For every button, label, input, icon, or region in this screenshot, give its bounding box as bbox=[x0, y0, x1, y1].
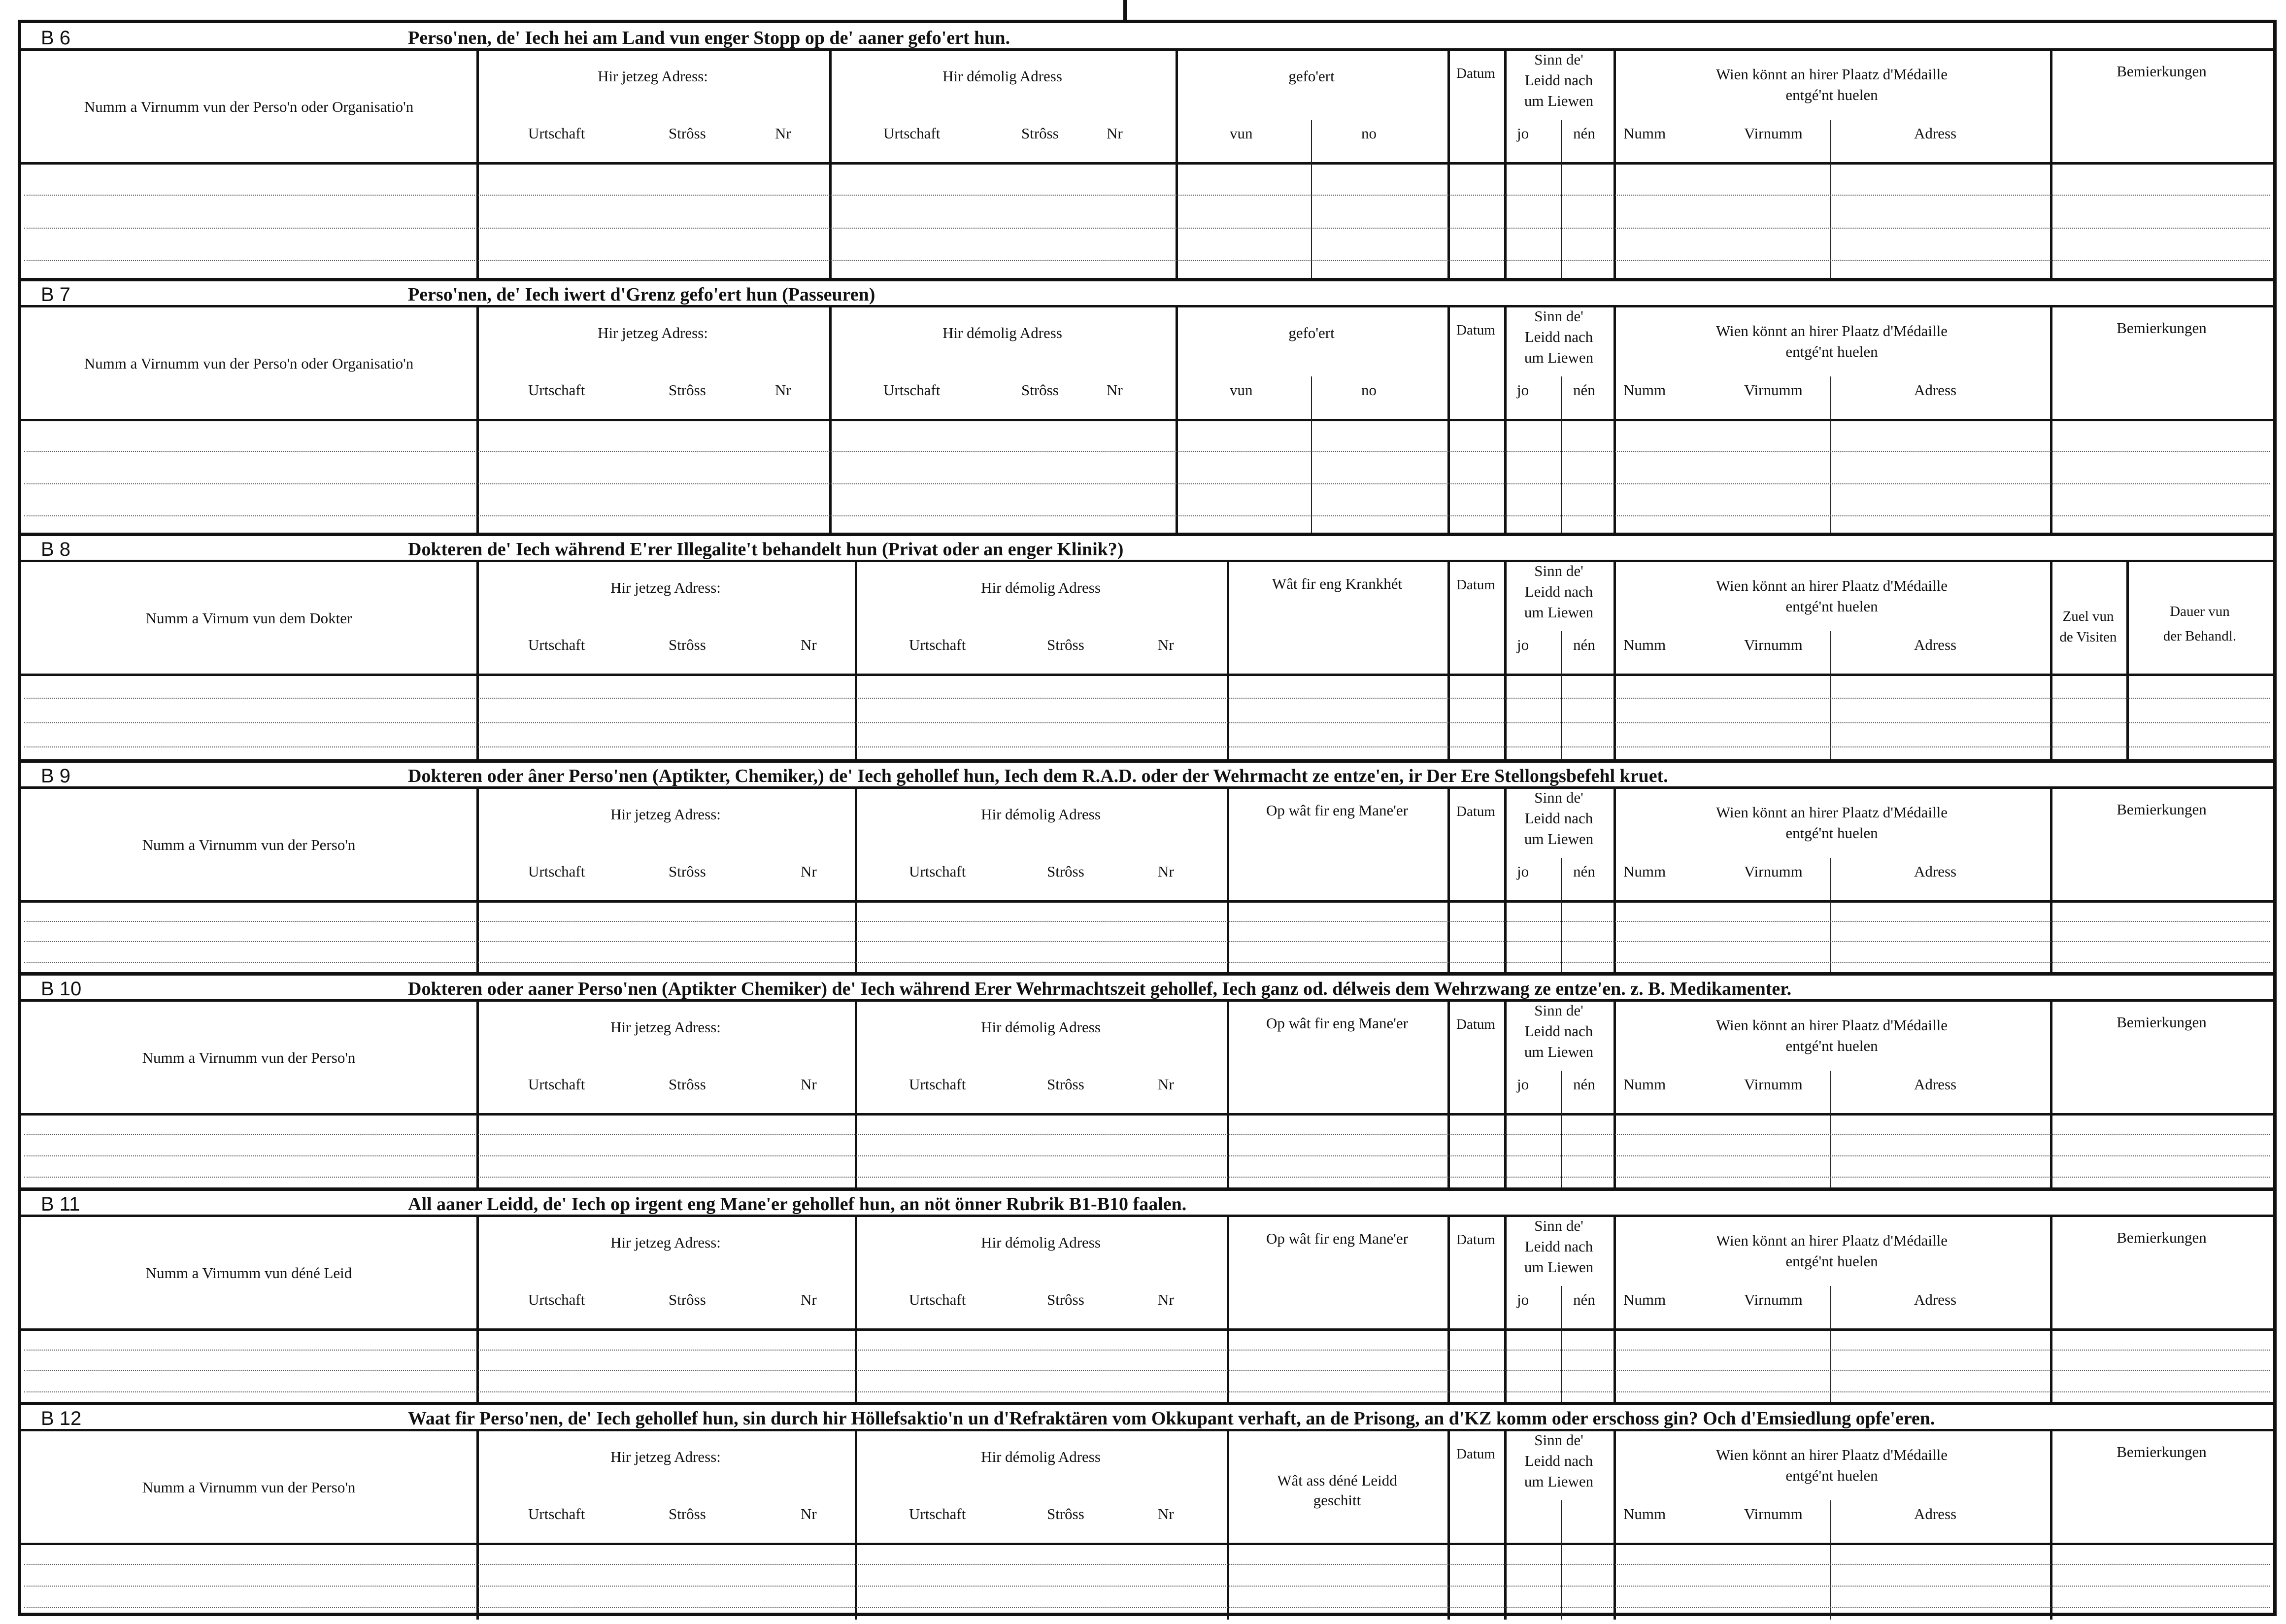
datum-header: Datum bbox=[1456, 66, 1495, 81]
urtschaft-label: Urtschaft bbox=[909, 863, 966, 880]
datum-header: Datum bbox=[1456, 577, 1495, 593]
header-bottom-rule bbox=[21, 419, 2273, 421]
virnumm-label: Virnumm bbox=[1744, 636, 1803, 653]
section-separator bbox=[21, 972, 2273, 976]
nr-label: Nr bbox=[801, 1076, 817, 1093]
sinn-header-3: um Liewen bbox=[1524, 1473, 1594, 1490]
addr-then-header: Hir démolig Adress bbox=[981, 579, 1101, 596]
nr-label: Nr bbox=[1158, 863, 1174, 880]
urtschaft-label: Urtschaft bbox=[883, 125, 941, 142]
numm-label: Numm bbox=[1623, 863, 1666, 880]
nen-label: nén bbox=[1573, 1076, 1595, 1093]
column-rule bbox=[2050, 307, 2052, 535]
no-label: no bbox=[1361, 381, 1377, 399]
urtschaft-label: Urtschaft bbox=[528, 1505, 585, 1522]
datum-header: Datum bbox=[1456, 1446, 1495, 1462]
bemierkungen-header: Bemierkungen bbox=[2117, 1014, 2207, 1031]
urtschaft-label: Urtschaft bbox=[528, 125, 585, 142]
bemierkungen-header: Bemierkungen bbox=[2117, 63, 2207, 80]
section-b11 bbox=[21, 1189, 2273, 1404]
section-title: Dokteren oder aaner Perso'nen (Aptikter Chemiker) de' Iech während Erer Wehrmachtszeit gehollef, Iech ganz od. délweis dem Wehrzwang ze entze'en. z. B. Medikamenter. bbox=[408, 979, 1792, 999]
nen-label: nén bbox=[1573, 125, 1595, 142]
medal-split bbox=[1830, 1071, 1831, 1189]
sinn-split bbox=[1561, 376, 1562, 535]
stross-label: Strôss bbox=[669, 636, 706, 653]
numm-label: Numm bbox=[1623, 636, 1666, 653]
header-bottom-rule bbox=[21, 1113, 2273, 1116]
dauer-header-1: Dauer vun bbox=[2170, 604, 2230, 619]
stross-label: Strôss bbox=[669, 1076, 706, 1093]
questionnaire-form bbox=[18, 20, 2277, 1616]
stross-label: Strôss bbox=[669, 1291, 706, 1308]
virnumm-label: Virnumm bbox=[1744, 863, 1803, 880]
nen-label: nén bbox=[1573, 636, 1595, 653]
entry-line[interactable] bbox=[24, 921, 2270, 922]
vun-label: vun bbox=[1230, 125, 1253, 142]
nr-label: Nr bbox=[1158, 1291, 1174, 1308]
nr-label: Nr bbox=[801, 1291, 817, 1308]
medal-split bbox=[1830, 376, 1831, 535]
entry-line[interactable] bbox=[24, 483, 2270, 484]
name-column-header: Numm a Virnumm vun der Perso'n bbox=[142, 836, 356, 853]
nr-label: Nr bbox=[775, 381, 791, 399]
urtschaft-label: Urtschaft bbox=[528, 1076, 585, 1093]
header-bottom-rule bbox=[21, 900, 2273, 903]
entry-line[interactable] bbox=[24, 228, 2270, 229]
section-code: B 11 bbox=[41, 1193, 80, 1215]
adress-label: Adress bbox=[1914, 381, 1957, 399]
section-b10 bbox=[21, 974, 2273, 1189]
section-title-bar bbox=[21, 23, 2273, 51]
bemierkungen-header: Bemierkungen bbox=[2117, 319, 2207, 337]
nr-label: Nr bbox=[1107, 381, 1123, 399]
bemierkungen-header: Bemierkungen bbox=[2117, 1229, 2207, 1246]
virnumm-label: Virnumm bbox=[1744, 1076, 1803, 1093]
sinn-header-1: Sinn de' bbox=[1534, 789, 1583, 806]
medal-split bbox=[1830, 631, 1831, 761]
nr-label: Nr bbox=[1158, 1076, 1174, 1093]
name-column-header: Numm a Virnum vun dem Dokter bbox=[145, 609, 352, 627]
entry-line[interactable] bbox=[24, 1155, 2270, 1156]
section-title: Dokteren de' Iech während E'rer Illegalite't behandelt hun (Privat oder an enger Klinik?) bbox=[408, 539, 1124, 560]
section-code: B 8 bbox=[41, 539, 71, 560]
column-rule bbox=[1447, 51, 1450, 280]
urtschaft-label: Urtschaft bbox=[528, 863, 585, 880]
sinn-header-3: um Liewen bbox=[1524, 1043, 1594, 1060]
numm-label: Numm bbox=[1623, 381, 1666, 399]
numm-label: Numm bbox=[1623, 1076, 1666, 1093]
section-separator bbox=[21, 533, 2273, 536]
sinn-header-2: Leidd nach bbox=[1524, 328, 1593, 345]
adress-label: Adress bbox=[1914, 863, 1957, 880]
sinn-split bbox=[1561, 1286, 1562, 1404]
jo-label: jo bbox=[1517, 1076, 1529, 1093]
dauer-header-2: der Behandl. bbox=[2163, 628, 2237, 644]
sinn-header-2: Leidd nach bbox=[1524, 1022, 1593, 1040]
sinn-split bbox=[1561, 858, 1562, 974]
column-rule bbox=[1447, 307, 1450, 535]
gefoert-split bbox=[1311, 120, 1312, 280]
sinn-split bbox=[1561, 1071, 1562, 1189]
nr-label: Nr bbox=[801, 1505, 817, 1522]
jo-label: jo bbox=[1517, 1291, 1529, 1308]
stross-label: Strôss bbox=[1047, 1076, 1084, 1093]
entry-line[interactable] bbox=[24, 962, 2270, 963]
section-title: Waat fir Perso'nen, de' Iech gehollef hun, sin durch hir Höllefsaktio'n un d'Refraktären vom Okkupant verhaft, an de Prisong, an d'KZ komm oder erschoss gin? Och d'Emsiedlung opfe'eren. bbox=[408, 1408, 1935, 1429]
urtschaft-label: Urtschaft bbox=[528, 381, 585, 399]
section-b6 bbox=[21, 23, 2273, 280]
name-column-header: Numm a Virnumm vun der Perso'n oder Organisatio'n bbox=[84, 355, 414, 372]
urtschaft-label: Urtschaft bbox=[909, 1505, 966, 1522]
header-bottom-rule bbox=[21, 1328, 2273, 1331]
header-bottom-rule bbox=[21, 1543, 2273, 1545]
leidd-header-2: geschitt bbox=[1313, 1491, 1361, 1509]
adress-label: Adress bbox=[1914, 1505, 1957, 1522]
zuel-header-2: de Visiten bbox=[2059, 629, 2117, 645]
section-separator bbox=[21, 759, 2273, 763]
bemierkungen-header: Bemierkungen bbox=[2117, 801, 2207, 818]
section-title: All aaner Leidd, de' Iech op irgent eng Mane'er gehollef hun, an nöt önner Rubrik B1-B10 faalen. bbox=[408, 1194, 1187, 1215]
nr-label: Nr bbox=[1107, 125, 1123, 142]
name-column-header: Numm a Virnumm vun der Perso'n oder Organisatio'n bbox=[84, 98, 414, 115]
nr-label: Nr bbox=[1158, 1505, 1174, 1522]
addr-then-header: Hir démolig Adress bbox=[981, 806, 1101, 823]
sinn-header-1: Sinn de' bbox=[1534, 1217, 1583, 1234]
addr-then-header: Hir démolig Adress bbox=[942, 324, 1062, 341]
medal-header-1: Wien könnt an hirer Plaatz d'Médaille bbox=[1715, 1016, 1948, 1034]
jo-label: jo bbox=[1517, 863, 1529, 880]
jo-label: jo bbox=[1517, 125, 1529, 142]
sinn-header-2: Leidd nach bbox=[1524, 71, 1593, 89]
sinn-header-1: Sinn de' bbox=[1534, 562, 1583, 579]
leidd-header: Wât ass déné Leidd bbox=[1277, 1472, 1397, 1489]
addr-now-header: Hir jetzeg Adress: bbox=[610, 1234, 721, 1251]
sinn-header-2: Leidd nach bbox=[1524, 1452, 1593, 1469]
nen-label: nén bbox=[1573, 863, 1595, 880]
sinn-header-3: um Liewen bbox=[1524, 349, 1594, 366]
nr-label: Nr bbox=[801, 863, 817, 880]
sinn-header-1: Sinn de' bbox=[1534, 51, 1583, 68]
entry-line[interactable] bbox=[24, 515, 2270, 516]
section-code: B 7 bbox=[41, 284, 71, 305]
adress-label: Adress bbox=[1914, 125, 1957, 142]
name-column-header: Numm a Virnumm vun der Perso'n bbox=[142, 1049, 356, 1066]
section-title-bar bbox=[21, 535, 2273, 562]
addr-now-header: Hir jetzeg Adress: bbox=[610, 579, 721, 596]
sinn-split bbox=[1561, 1500, 1562, 1620]
virnumm-label: Virnumm bbox=[1744, 1505, 1803, 1522]
column-rule bbox=[2050, 562, 2052, 761]
gefoert-split bbox=[1311, 376, 1312, 535]
urtschaft-label: Urtschaft bbox=[909, 1076, 966, 1093]
entry-line[interactable] bbox=[24, 722, 2270, 723]
medal-split bbox=[1830, 120, 1831, 280]
stross-label: Strôss bbox=[669, 1505, 706, 1522]
nen-label: nén bbox=[1573, 381, 1595, 399]
numm-label: Numm bbox=[1623, 1291, 1666, 1308]
section-title-bar bbox=[21, 280, 2273, 307]
entry-line[interactable] bbox=[24, 746, 2270, 747]
medal-header-2: entgé'nt huelen bbox=[1785, 1252, 1878, 1270]
addr-then-header: Hir démolig Adress bbox=[981, 1018, 1101, 1036]
datum-header: Datum bbox=[1456, 804, 1495, 819]
adress-label: Adress bbox=[1914, 1076, 1957, 1093]
medal-split bbox=[1830, 858, 1831, 974]
section-b12 bbox=[21, 1404, 2273, 1620]
medal-header-1: Wien könnt an hirer Plaatz d'Médaille bbox=[1715, 577, 1948, 594]
section-b9 bbox=[21, 761, 2273, 974]
addr-then-header: Hir démolig Adress bbox=[981, 1448, 1101, 1465]
manier-header: Op wât fir eng Mane'er bbox=[1266, 1015, 1408, 1032]
medal-header-2: entgé'nt huelen bbox=[1785, 1037, 1878, 1054]
sinn-header-3: um Liewen bbox=[1524, 830, 1594, 847]
urtschaft-label: Urtschaft bbox=[909, 636, 966, 653]
urtschaft-label: Urtschaft bbox=[909, 1291, 966, 1308]
section-title: Perso'nen, de' Iech iwert d'Grenz gefo'ert hun (Passeuren) bbox=[408, 284, 875, 305]
nr-label: Nr bbox=[1158, 636, 1174, 653]
numm-label: Numm bbox=[1623, 1505, 1666, 1522]
section-code: B 12 bbox=[41, 1408, 82, 1429]
addr-now-header: Hir jetzeg Adress: bbox=[598, 68, 708, 85]
jo-label: jo bbox=[1517, 636, 1529, 653]
medal-header-2: entgé'nt huelen bbox=[1785, 86, 1878, 103]
sinn-header-3: um Liewen bbox=[1524, 604, 1594, 621]
sinn-split bbox=[1561, 120, 1562, 280]
header-bottom-rule bbox=[21, 674, 2273, 676]
section-separator bbox=[21, 278, 2273, 281]
medal-header-2: entgé'nt huelen bbox=[1785, 1467, 1878, 1484]
section-code: B 6 bbox=[41, 27, 71, 49]
addr-then-header: Hir démolig Adress bbox=[981, 1234, 1101, 1251]
sinn-header-1: Sinn de' bbox=[1534, 1002, 1583, 1019]
medal-header-2: entgé'nt huelen bbox=[1785, 343, 1878, 360]
gefoert-header: gefo'ert bbox=[1288, 324, 1335, 341]
entry-line[interactable] bbox=[24, 1586, 2270, 1587]
section-separator bbox=[21, 1187, 2273, 1191]
entry-line[interactable] bbox=[24, 1564, 2270, 1565]
nr-label: Nr bbox=[801, 636, 817, 653]
stross-label: Strôss bbox=[669, 125, 706, 142]
stross-label: Strôss bbox=[1021, 381, 1059, 399]
krankhet-header: Wât fir eng Krankhét bbox=[1272, 575, 1403, 592]
nr-label: Nr bbox=[775, 125, 791, 142]
section-b8 bbox=[21, 535, 2273, 761]
medal-header-1: Wien könnt an hirer Plaatz d'Médaille bbox=[1715, 804, 1948, 821]
numm-label: Numm bbox=[1623, 125, 1666, 142]
entry-line[interactable] bbox=[24, 451, 2270, 452]
sinn-header-3: um Liewen bbox=[1524, 1258, 1594, 1276]
addr-now-header: Hir jetzeg Adress: bbox=[610, 1018, 721, 1036]
column-rule bbox=[2050, 51, 2052, 280]
entry-line[interactable] bbox=[24, 195, 2270, 196]
section-title: Perso'nen, de' Iech hei am Land vun enger Stopp op de' aaner gefo'ert hun. bbox=[408, 28, 1010, 48]
virnumm-label: Virnumm bbox=[1744, 381, 1803, 399]
section-separator bbox=[21, 1402, 2273, 1405]
stross-label: Strôss bbox=[1021, 125, 1059, 142]
stross-label: Strôss bbox=[669, 381, 706, 399]
section-b7 bbox=[21, 280, 2273, 535]
urtschaft-label: Urtschaft bbox=[528, 1291, 585, 1308]
name-column-header: Numm a Virnumm vun der Perso'n bbox=[142, 1479, 356, 1496]
datum-header: Datum bbox=[1456, 1232, 1495, 1248]
medal-header-1: Wien könnt an hirer Plaatz d'Médaille bbox=[1715, 66, 1948, 83]
manier-header: Op wât fir eng Mane'er bbox=[1266, 1230, 1408, 1247]
jo-label: jo bbox=[1517, 381, 1529, 399]
medal-split bbox=[1830, 1286, 1831, 1404]
stross-label: Strôss bbox=[669, 863, 706, 880]
sinn-header-1: Sinn de' bbox=[1534, 307, 1583, 325]
name-column-header: Numm a Virnumm vun déné Leid bbox=[145, 1264, 352, 1282]
vun-label: vun bbox=[1230, 381, 1253, 399]
medal-header-2: entgé'nt huelen bbox=[1785, 824, 1878, 842]
virnumm-label: Virnumm bbox=[1744, 125, 1803, 142]
top-fold-mark bbox=[1123, 0, 1127, 22]
datum-header: Datum bbox=[1456, 322, 1495, 338]
sinn-header-2: Leidd nach bbox=[1524, 810, 1593, 827]
medal-header-1: Wien könnt an hirer Plaatz d'Médaille bbox=[1715, 322, 1948, 339]
addr-now-header: Hir jetzeg Adress: bbox=[610, 806, 721, 823]
stross-label: Strôss bbox=[1047, 1505, 1084, 1522]
entry-line[interactable] bbox=[24, 698, 2270, 699]
column-rule bbox=[1227, 1431, 1229, 1620]
manier-header: Op wât fir eng Mane'er bbox=[1266, 802, 1408, 819]
stross-label: Strôss bbox=[1047, 863, 1084, 880]
stross-label: Strôss bbox=[1047, 636, 1084, 653]
section-title: Dokteren oder âner Perso'nen (Aptikter, Chemiker,) de' Iech gehollef hun, Iech dem R.A.D. oder der Wehrmacht ze entze'en, ir Der Ere Stellongsbefehl kruet. bbox=[408, 766, 1668, 786]
sinn-header-2: Leidd nach bbox=[1524, 583, 1593, 600]
gefoert-header: gefo'ert bbox=[1288, 68, 1335, 85]
datum-header: Datum bbox=[1456, 1016, 1495, 1032]
virnumm-label: Virnumm bbox=[1744, 1291, 1803, 1308]
sinn-header-1: Sinn de' bbox=[1534, 1431, 1583, 1449]
entry-line[interactable] bbox=[24, 1177, 2270, 1178]
medal-split bbox=[1830, 1500, 1831, 1620]
addr-then-header: Hir démolig Adress bbox=[942, 68, 1062, 85]
medal-header-1: Wien könnt an hirer Plaatz d'Médaille bbox=[1715, 1446, 1948, 1463]
adress-label: Adress bbox=[1914, 636, 1957, 653]
entry-line[interactable] bbox=[24, 1370, 2270, 1371]
addr-now-header: Hir jetzeg Adress: bbox=[598, 324, 708, 341]
stross-label: Strôss bbox=[1047, 1291, 1084, 1308]
bemierkungen-header: Bemierkungen bbox=[2117, 1443, 2207, 1460]
urtschaft-label: Urtschaft bbox=[883, 381, 941, 399]
section-code: B 9 bbox=[41, 765, 71, 787]
medal-header-1: Wien könnt an hirer Plaatz d'Médaille bbox=[1715, 1232, 1948, 1249]
header-bottom-rule bbox=[21, 162, 2273, 165]
medal-header-2: entgé'nt huelen bbox=[1785, 598, 1878, 615]
addr-now-header: Hir jetzeg Adress: bbox=[610, 1448, 721, 1465]
entry-line[interactable] bbox=[24, 1350, 2270, 1351]
zuel-header-1: Zuel vun bbox=[2062, 609, 2114, 624]
adress-label: Adress bbox=[1914, 1291, 1957, 1308]
section-code: B 10 bbox=[41, 978, 82, 1000]
no-label: no bbox=[1361, 125, 1377, 142]
entry-line[interactable] bbox=[24, 1134, 2270, 1135]
column-rule bbox=[2126, 562, 2129, 761]
sinn-header-3: um Liewen bbox=[1524, 92, 1594, 109]
sinn-header-2: Leidd nach bbox=[1524, 1238, 1593, 1255]
nen-label: nén bbox=[1573, 1291, 1595, 1308]
entry-line[interactable] bbox=[24, 1391, 2270, 1392]
urtschaft-label: Urtschaft bbox=[528, 636, 585, 653]
entry-line[interactable] bbox=[24, 1607, 2270, 1608]
entry-line[interactable] bbox=[24, 260, 2270, 261]
sinn-split bbox=[1561, 631, 1562, 761]
entry-line[interactable] bbox=[24, 941, 2270, 942]
